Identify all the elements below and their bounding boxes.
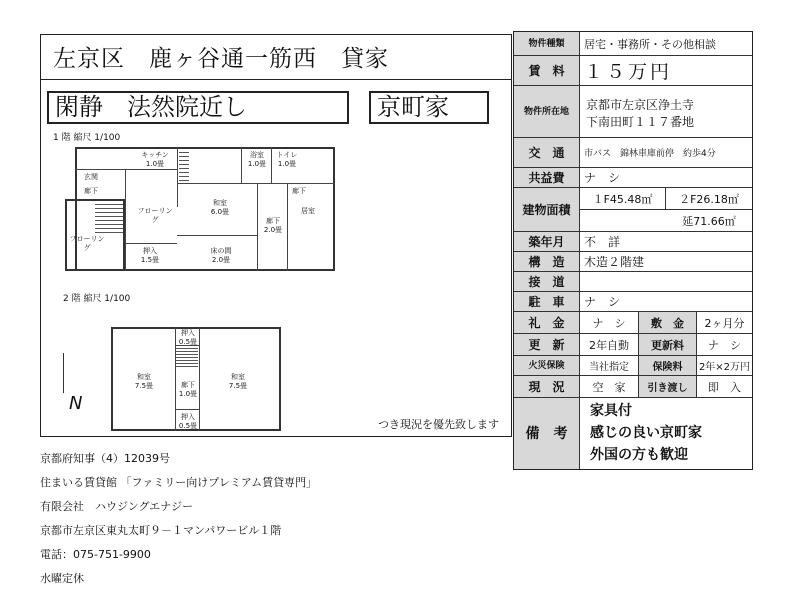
room-toilet: トイレ 1.0畳 bbox=[276, 151, 298, 168]
value-common-fee: ナ シ bbox=[584, 171, 621, 185]
feature-tag-quiet: 閑静 法然院近し bbox=[47, 91, 349, 124]
note-item: 感じの良い京町家 bbox=[590, 425, 702, 441]
label-key-money: 礼 金 bbox=[514, 312, 580, 333]
value-insurance-fee: 2年×2万円 bbox=[696, 356, 752, 375]
room-kitchen: キッチン 1.0畳 bbox=[141, 151, 169, 168]
listing-footnote: つき現況を優先致します bbox=[378, 418, 499, 431]
floor1-caption: 1 階 縮尺 1/100 bbox=[53, 133, 121, 143]
value-transport: 市バス 錦林車庫前停 約歩4分 bbox=[584, 149, 716, 159]
row-status bbox=[514, 376, 752, 398]
listing-panel bbox=[40, 34, 512, 437]
row-area bbox=[514, 188, 752, 232]
value-key-money: ナ シ bbox=[592, 316, 626, 330]
row-insurance bbox=[514, 356, 752, 376]
value-parking: ナ シ bbox=[584, 295, 621, 309]
label-deposit: 敷 金 bbox=[638, 312, 696, 333]
label-location: 物件所在地 bbox=[514, 86, 580, 137]
company-name: 有限会社 ハウジングエナジー bbox=[40, 500, 194, 513]
room-washitsu: 和室 6.0畳 bbox=[210, 199, 230, 216]
room-closet-2b: 押入 0.5畳 bbox=[178, 413, 198, 430]
floor1-stairs bbox=[95, 203, 123, 233]
row-renewal bbox=[514, 334, 752, 356]
label-insurance-fee: 保険料 bbox=[638, 356, 696, 375]
value-structure: 木造２階建 bbox=[584, 255, 645, 269]
company-address: 京都市左京区東丸太町９－１マンパワービル１階 bbox=[40, 524, 282, 537]
room-washitsu-2a: 和室 7.5畳 bbox=[134, 373, 154, 390]
row-type bbox=[514, 32, 752, 56]
spec-table bbox=[513, 31, 753, 470]
value-renewal-fee: ナ シ bbox=[696, 334, 752, 355]
room-living: 居室 bbox=[301, 207, 315, 215]
label-renewal-fee: 更新料 bbox=[638, 334, 696, 355]
value-built: 不 詳 bbox=[584, 235, 621, 249]
shop-name: 住まいる賃貸館 「ファミリー向けプレミアム賃貸専門」 bbox=[40, 476, 318, 489]
note-item: 家具付 bbox=[590, 403, 632, 419]
row-built bbox=[514, 232, 752, 252]
floor2-caption: 2 階 縮尺 1/100 bbox=[63, 294, 131, 304]
value-insurance: 当社指定 bbox=[589, 362, 629, 373]
license-number: 京都府知事（4）12039号 bbox=[40, 452, 170, 465]
value-deposit: 2ヶ月分 bbox=[696, 312, 752, 333]
room-closet-1: 押入 1.5畳 bbox=[140, 247, 160, 264]
compass-north-label: N bbox=[69, 393, 83, 414]
room-closet-2a: 押入 0.5畳 bbox=[178, 329, 198, 346]
value-area-f2: ２F26.18㎡ bbox=[666, 188, 752, 210]
room-tokonoma: 床の間 2.0畳 bbox=[210, 247, 232, 264]
floor2-stairs bbox=[176, 347, 198, 367]
value-rent: １５万円 bbox=[584, 61, 673, 83]
room-hall-2: 廊下 bbox=[292, 187, 306, 195]
room-hall-1: 廊下 bbox=[84, 187, 98, 195]
label-status: 現 況 bbox=[514, 376, 580, 397]
value-area-f1: １F45.48㎡ bbox=[580, 188, 666, 210]
room-bath: 浴室 1.0畳 bbox=[247, 151, 267, 168]
room-flooring-1: フローリング bbox=[137, 207, 173, 224]
row-common-fee bbox=[514, 168, 752, 188]
compass-arrow-line bbox=[63, 353, 64, 393]
label-built: 築年月 bbox=[514, 232, 580, 251]
label-renewal: 更 新 bbox=[514, 334, 580, 355]
value-type: 居宅・事務所・その他相談 bbox=[584, 37, 716, 51]
business-holiday: 水曜定休 bbox=[40, 572, 84, 585]
floor1-plan bbox=[65, 147, 335, 271]
row-road bbox=[514, 272, 752, 292]
row-notes bbox=[514, 398, 752, 469]
title-row bbox=[41, 35, 511, 80]
row-parking bbox=[514, 292, 752, 312]
label-area: 建物面積 bbox=[514, 188, 580, 231]
value-renewal: 2年自動 bbox=[589, 338, 629, 352]
label-transport: 交 通 bbox=[514, 138, 580, 167]
value-location-line1: 京都市左京区浄土寺 bbox=[586, 98, 695, 112]
room-entrance: 玄関 bbox=[84, 173, 98, 181]
value-road bbox=[580, 272, 584, 291]
label-common-fee: 共益費 bbox=[514, 168, 580, 187]
floor1-stairs-2 bbox=[179, 151, 189, 181]
note-item: 外国の方も歓迎 bbox=[590, 447, 688, 463]
room-hall-3: 廊下 2.0畳 bbox=[263, 217, 283, 234]
label-parking: 駐 車 bbox=[514, 292, 580, 311]
row-location bbox=[514, 86, 752, 138]
label-road: 接 道 bbox=[514, 272, 580, 291]
row-transport bbox=[514, 138, 752, 168]
room-hall-f2: 廊下 1.0畳 bbox=[178, 381, 198, 398]
label-type: 物件種類 bbox=[514, 32, 580, 55]
value-area-total: 延71.66㎡ bbox=[682, 214, 736, 228]
label-rent: 賃 料 bbox=[514, 56, 580, 85]
label-insurance: 火災保険 bbox=[514, 356, 580, 375]
value-location-line2: 下南田町１１７番地 bbox=[586, 115, 695, 129]
notes-list bbox=[590, 400, 702, 466]
listing-title: 左京区 鹿ヶ谷通一筋西 貸家 bbox=[53, 46, 389, 72]
row-structure bbox=[514, 252, 752, 272]
label-structure: 構 造 bbox=[514, 252, 580, 271]
value-status: 空 家 bbox=[592, 380, 626, 394]
row-key-money bbox=[514, 312, 752, 334]
feature-tag-machiya: 京町家 bbox=[369, 91, 489, 124]
label-handover: 引き渡し bbox=[638, 376, 696, 397]
floor2-plan bbox=[111, 325, 281, 431]
room-flooring-2: フローリング bbox=[69, 235, 105, 252]
phone-number: 電話：075-751-9900 bbox=[40, 548, 151, 561]
row-rent bbox=[514, 56, 752, 86]
room-washitsu-2b: 和室 7.5畳 bbox=[228, 373, 248, 390]
label-notes: 備 考 bbox=[514, 398, 580, 469]
value-handover: 即 入 bbox=[696, 376, 752, 397]
